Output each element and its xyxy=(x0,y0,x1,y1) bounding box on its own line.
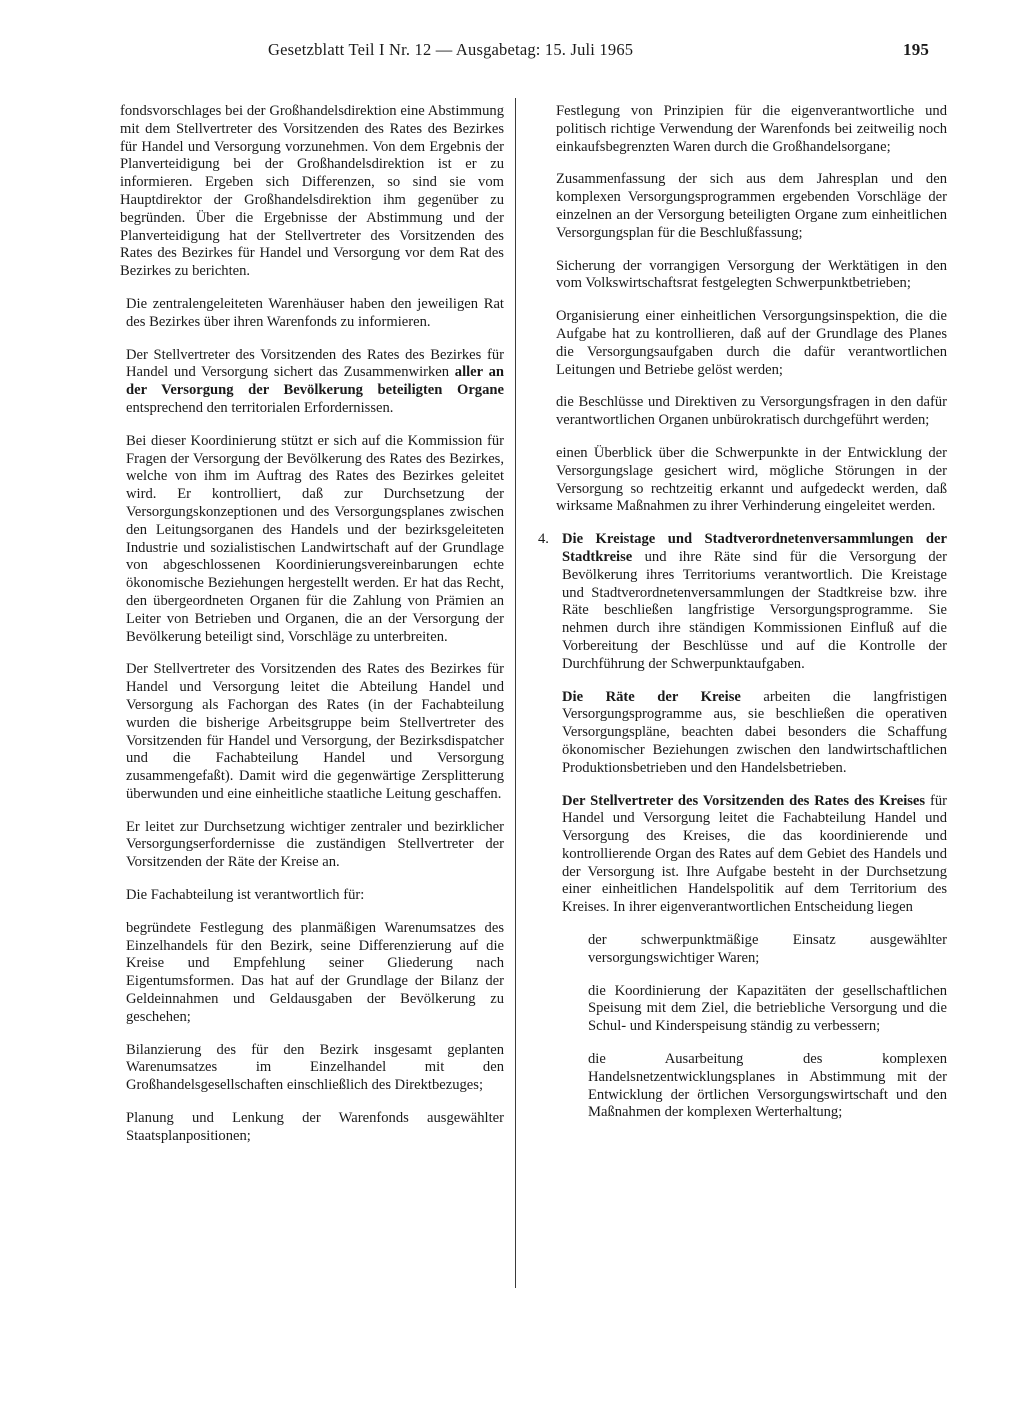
paragraph xyxy=(556,689,947,778)
paragraph-text: für Handel und Versorgung leitet die Fachabteilung Handel und Versorgung des Kreises, die das koordinierende und kontrollierende Organ des Rates auf dem Gebiet des Handels und der Versorgung ist. Ihre Aufgabe besteht in der Durchsetzung einer einheitlichen Handelspolitik auf dem Territorium des Kreises. In ihrer eigenverantwortlichen Entscheidung liegen xyxy=(562,792,948,916)
bold-emphasis: Der Stellvertreter des Vorsitzenden des Rates des Kreises xyxy=(562,792,926,809)
paragraph: Der Stellvertreter des Vorsitzenden des Rates des Bezirkes für Handel und Versorgung leitet die Abteilung Handel und Versorgung als Fachorgan des Rates (in der Fachabteilung wurden die bisherige Arbeitsgruppe beim Stellvertreter des Vorsitzenden für Handel und Versorgung, der Bezirksdispatcher und die Fachabteilung Handel und Versorgung zusammengefaßt). Damit wird die gegenwärtige Zersplitterung überwunden und eine einheitliche staatliche Leitung geschaffen. xyxy=(126,661,504,802)
column-divider xyxy=(515,98,516,1288)
bold-emphasis: Die Räte der Kreise xyxy=(562,688,741,705)
paragraph-text: und ihre Räte sind für die Versorgung der Bevölkerung ihres Territoriums verantwortlich. Die Kreistage und Stadtverordnetenversammlungen der Stadtkreise bzw. ihre Räte beschließen langfristige Versorgungsprogramme. Sie nehmen durch ihre ständigen Kommissionen Einfluß auf die Vorbereitung der Beschlüsse und auf die Kontrolle der Durchführung der Schwerpunktaufgaben. xyxy=(562,548,947,672)
paragraph: fondsvorschlages bei der Großhandelsdirektion eine Abstimmung mit dem Stellvertreter des Vorsitzenden des Rates des Bezirkes für Handel und Versorgung vorzunehmen. Von dem Ergebnis der Planverteidigung bei der Großhandelsdirektion ist er zu informieren. Ergeben sich Differenzen, so sind sie vom Hauptdirektor der Großhandelsdirektion ihm gegenüber zu begründen. Über die Ergebnisse der Abstimmung und der Planverteidigung hat der Stellvertreter des Vorsitzenden des Rates des Bezirkes für Handel und Versorgung vor dem Rat des Bezirkes zu berichten. xyxy=(120,103,504,280)
paragraph xyxy=(120,347,504,418)
sub-list-item: die Ausarbeitung des komplexen Handelsnetzentwicklungsplanes in Abstimmung mit der Entwicklung der örtlichen Versorgungswirtschaft und den Maßnahmen der komplexen Werterhaltung; xyxy=(588,1051,947,1121)
bold-emphasis: aller an der Versorgung der Bevölkerung beteiligten Organe xyxy=(126,364,504,399)
list-paragraph: Festlegung von Prinzipien für die eigenverantwortliche und politisch richtige Verwendung der Warenfonds bei zeitweilig noch einkaufsbegrenzten Waren durch die Großhandelsorgane; xyxy=(556,103,947,155)
paragraph: Die Fachabteilung ist verantwortlich für: xyxy=(126,887,365,904)
item-number: 4. xyxy=(538,531,549,548)
sub-list-item: die Koordinierung der Kapazitäten der gesellschaftlichen Speisung mit dem Ziel, die betriebliche Versorgung und die Schul- und Kinderspeisung ständig zu verbessern; xyxy=(588,982,947,1035)
bold-emphasis: Die Kreistage und Stadtverordnetenversammlungen der Stadtkreise xyxy=(562,531,947,565)
page-header xyxy=(0,40,1024,66)
paragraph-text: arbeiten die langfristigen Versorgungsprogramme aus, sie beschließen die operativen Versorgungspläne, beachten dabei besonders die Schaffung ökonomischer Beziehungen zwischen den landwirtschaftlichen Produktionsbetrieben und den Handelsbetrieben. xyxy=(562,688,947,776)
list-paragraph: Planung und Lenkung der Warenfonds ausgewählter Staatsplanpositionen; xyxy=(126,1110,504,1144)
list-paragraph: Sicherung der vorrangigen Versorgung der Werktätigen in den vom Volkswirtschaftsrat festgelegten Schwerpunktbetrieben; xyxy=(556,257,947,292)
list-paragraph: einen Überblick über die Schwerpunkte in der Entwicklung der Versorgungslage gesichert wird, mögliche Störungen in der Versorgung so rechtzeitig erkannt und aufgedeckt werden, daß wirksame Maßnahmen zu ihrer Verhinderung eingeleitet werden. xyxy=(556,444,947,515)
list-paragraph: Zusammenfassung der sich aus dem Jahresplan und den komplexen Versorgungsprogrammen ergebenden Vorschläge der einzelnen an der Versorgung beteiligten Organe zum einheitlichen Versorgungsplan für die Beschlußfassung; xyxy=(556,171,947,241)
right-column xyxy=(538,103,948,1137)
paragraph: Er leitet zur Durchsetzung wichtiger zentraler und bezirklicher Versorgungserfordernisse die zuständigen Stellvertreter der Vorsitzenden der Räte der Kreise an. xyxy=(126,818,504,871)
list-paragraph: begründete Festlegung des planmäßigen Warenumsatzes des Einzelhandels für den Bezirk, seine Differenzierung auf die Kreise und Empfehlung seiner Gliederung nach Eigentumsformen. Das hat auf der Grundlage der Bilanz der Geldeinnahmen und Geldausgaben der Bevölkerung zu geschehen; xyxy=(126,919,504,1025)
paragraph xyxy=(556,793,947,918)
paragraph-text: Der Stellvertreter des Vorsitzenden des Rates des Bezirkes für Handel und Versorgung sichert das Zusammenwirken xyxy=(126,346,504,381)
paragraph: Bei dieser Koordinierung stützt er sich auf die Kommission für Fragen der Versorgung der Bevölkerung des Rates des Bezirkes, welche von ihm im Auftrag des Rates des Bezirkes geleitet wird. Er kontrolliert, daß zur Durchsetzung der Versorgungskonzeptionen und des Versorgungsplanes zwischen den Leitungsorganen des Handels und der bezirksgeleiteten Industrie und sozialistischen Landwirtschaft auf der Grundlage von abgeschlossenen Koordinierungsvereinbarungen echte ökonomische Beziehungen hergestellt werden. Er hat das Recht, den übergeordneten Organen für die Zahlung von Prämien an Leiter von Betrieben und Organen, die an der Versorgung der Bevölkerung beteiligt sind, Vorschläge zu unterbreiten. xyxy=(126,432,504,645)
page-number: 195 xyxy=(903,40,930,59)
paragraph-text: entsprechend den territorialen Erfordernissen. xyxy=(126,399,394,416)
paragraph: Die zentralengeleiteten Warenhäuser haben den jeweiligen Rat des Bezirkes über ihren Warenfonds zu informieren. xyxy=(126,295,504,330)
list-paragraph: die Beschlüsse und Direktiven zu Versorgungsfragen in den dafür verantwortlichen Organen unbürokratisch durchgeführt werden; xyxy=(556,394,947,429)
left-column xyxy=(120,103,504,1161)
running-title: Gesetzblatt Teil I Nr. 12 — Ausgabetag: 15. Juli 1965 xyxy=(268,40,634,59)
numbered-item-4 xyxy=(538,531,947,673)
list-paragraph: Organisierung einer einheitlichen Versorgungsinspektion, die die Aufgabe hat zu kontrollieren, daß auf der Grundlage des Planes die Versorgungsaufgaben durch die dafür verantwortlichen Leitungen und Betriebe gelöst werden; xyxy=(556,308,947,378)
list-paragraph: Bilanzierung des für den Bezirk insgesamt geplanten Warenumsatzes im Einzelhandel mit den Großhandelsgesellschaften einschließlich des Direktbezuges; xyxy=(126,1041,504,1094)
sub-list-item: der schwerpunktmäßige Einsatz ausgewählter versorgungswichtiger Waren; xyxy=(588,932,947,966)
